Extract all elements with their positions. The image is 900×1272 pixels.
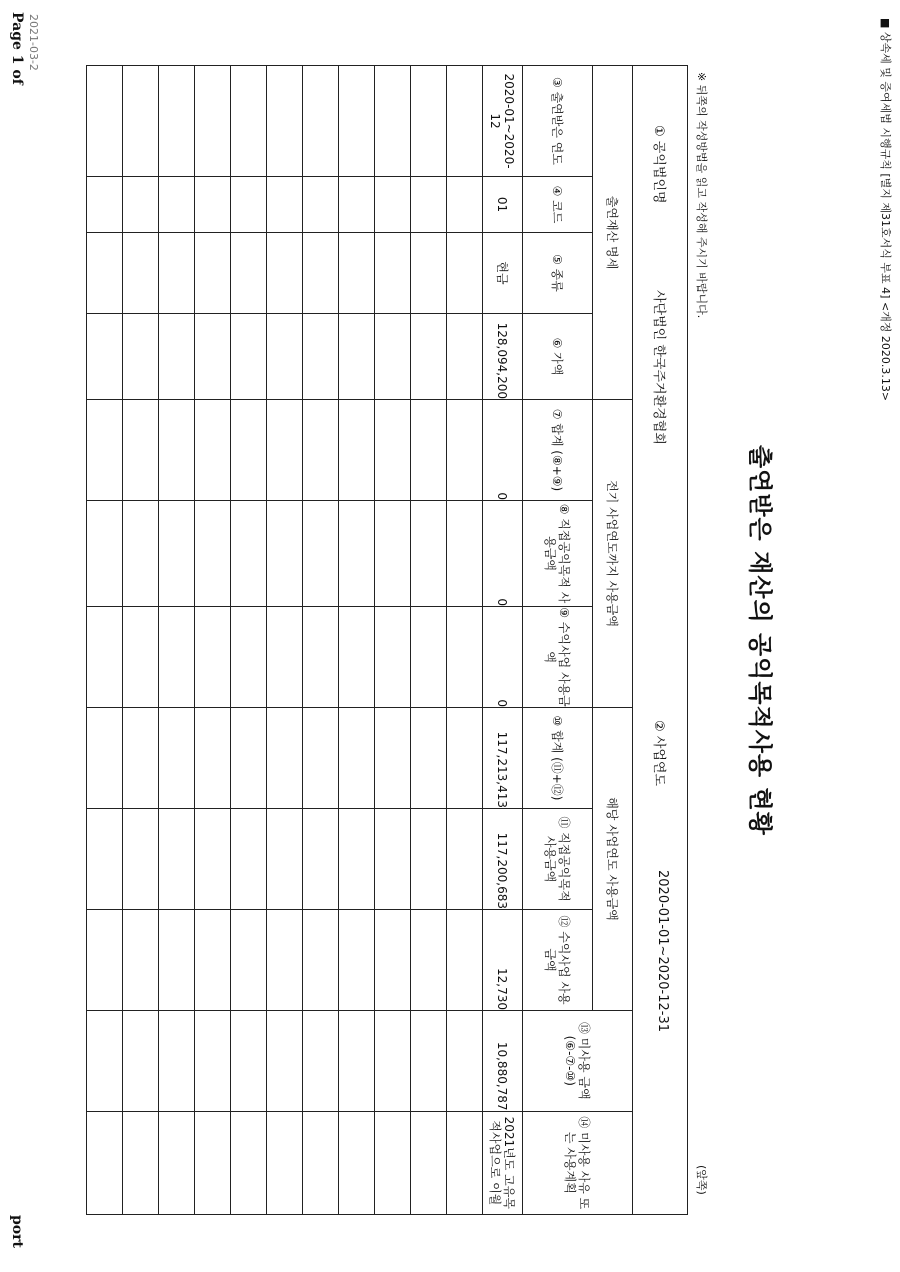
total10-header: ⑩ 합계 (⑪+⑫) (523, 708, 593, 809)
table-row (159, 66, 195, 1215)
cell-total10: 117,213,413 (483, 708, 523, 809)
cell-direct11: 117,200,683 (483, 809, 523, 910)
cell-type: 현금 (483, 233, 523, 314)
type-header: ⑤ 종류 (523, 233, 593, 314)
table-row (411, 66, 447, 1215)
profit9-header: ⑨ 수익사업 사용금액 (523, 607, 593, 708)
page-title: 출연받은 재산의 공익목적사용 현황 (746, 445, 774, 836)
header-strip (633, 66, 688, 1215)
cell-amount: 128,094,200 (483, 314, 523, 400)
cell-profit9: 0 (483, 607, 523, 708)
stamp-date: 2021-03-2 (27, 14, 40, 71)
form-reference: ■ 상속세 및 증여세법 시행규칙 [별지 제31호서식 부표 4] <개정 2020.3.13> (879, 18, 892, 402)
corp-name-value: 사단법인 한국주거환경협회 (651, 290, 666, 445)
amount-header: ⑥ 가액 (523, 314, 593, 400)
donated-year-header: ③ 출연받은 연도 (523, 66, 593, 177)
table-row (339, 66, 375, 1215)
cell-profit12: 12,730 (483, 910, 523, 1011)
footnote: ※ 뒤쪽의 작성방법을 읽고 작성해 주시기 바랍니다. (695, 72, 708, 319)
profit12-header: ⑫ 수익사업 사용금액 (523, 910, 593, 1011)
current-use-header: 해당 사업연도 사용금액 (593, 708, 633, 1011)
table-row (195, 66, 231, 1215)
corner-port: port (9, 1215, 25, 1248)
table-row (375, 66, 411, 1215)
reason-header: ⑭ 미사용 사유 또는 사용계획 (523, 1111, 633, 1214)
direct11-header: ⑪ 직접공익목적 사용금액 (523, 809, 593, 910)
table-row (303, 66, 339, 1215)
corp-name-label: ① 공익법인명 (651, 125, 666, 204)
total7-header: ⑦ 합계 (⑧+⑨) (523, 400, 593, 501)
cell-unused13: 10,880,787 (483, 1011, 523, 1112)
table-row (87, 66, 123, 1215)
side-note: (앞쪽) (695, 1165, 708, 1195)
cell-total7: 0 (483, 400, 523, 501)
asset-detail-header: 출연재산 명세 (593, 66, 633, 400)
table-row (447, 66, 483, 1215)
table-row (123, 66, 159, 1215)
use-table (86, 65, 688, 1215)
prior-use-header: 전기 사업연도까지 사용금액 (593, 400, 633, 708)
biz-year-value: 2020-01-01~2020-12-31 (655, 870, 670, 1032)
corner-page: Page 1 of (9, 12, 25, 85)
unused-header: ⑬ 미사용 금액 (⑥-⑦-⑩) (523, 1011, 633, 1112)
direct8-header: ⑧ 직접공익목적 사용금액 (523, 501, 593, 607)
cell-year: 2020-01~2020-12 (483, 66, 523, 177)
code-header: ④ 코드 (523, 177, 593, 233)
table-row (483, 66, 523, 1215)
biz-year-label: ② 사업연도 (651, 720, 666, 787)
table-row (267, 66, 303, 1215)
cell-direct8: 0 (483, 501, 523, 607)
table-row (231, 66, 267, 1215)
cell-reason14: 2021년도 고유목적사업으로 이월 (483, 1111, 523, 1214)
cell-code: 01 (483, 177, 523, 233)
